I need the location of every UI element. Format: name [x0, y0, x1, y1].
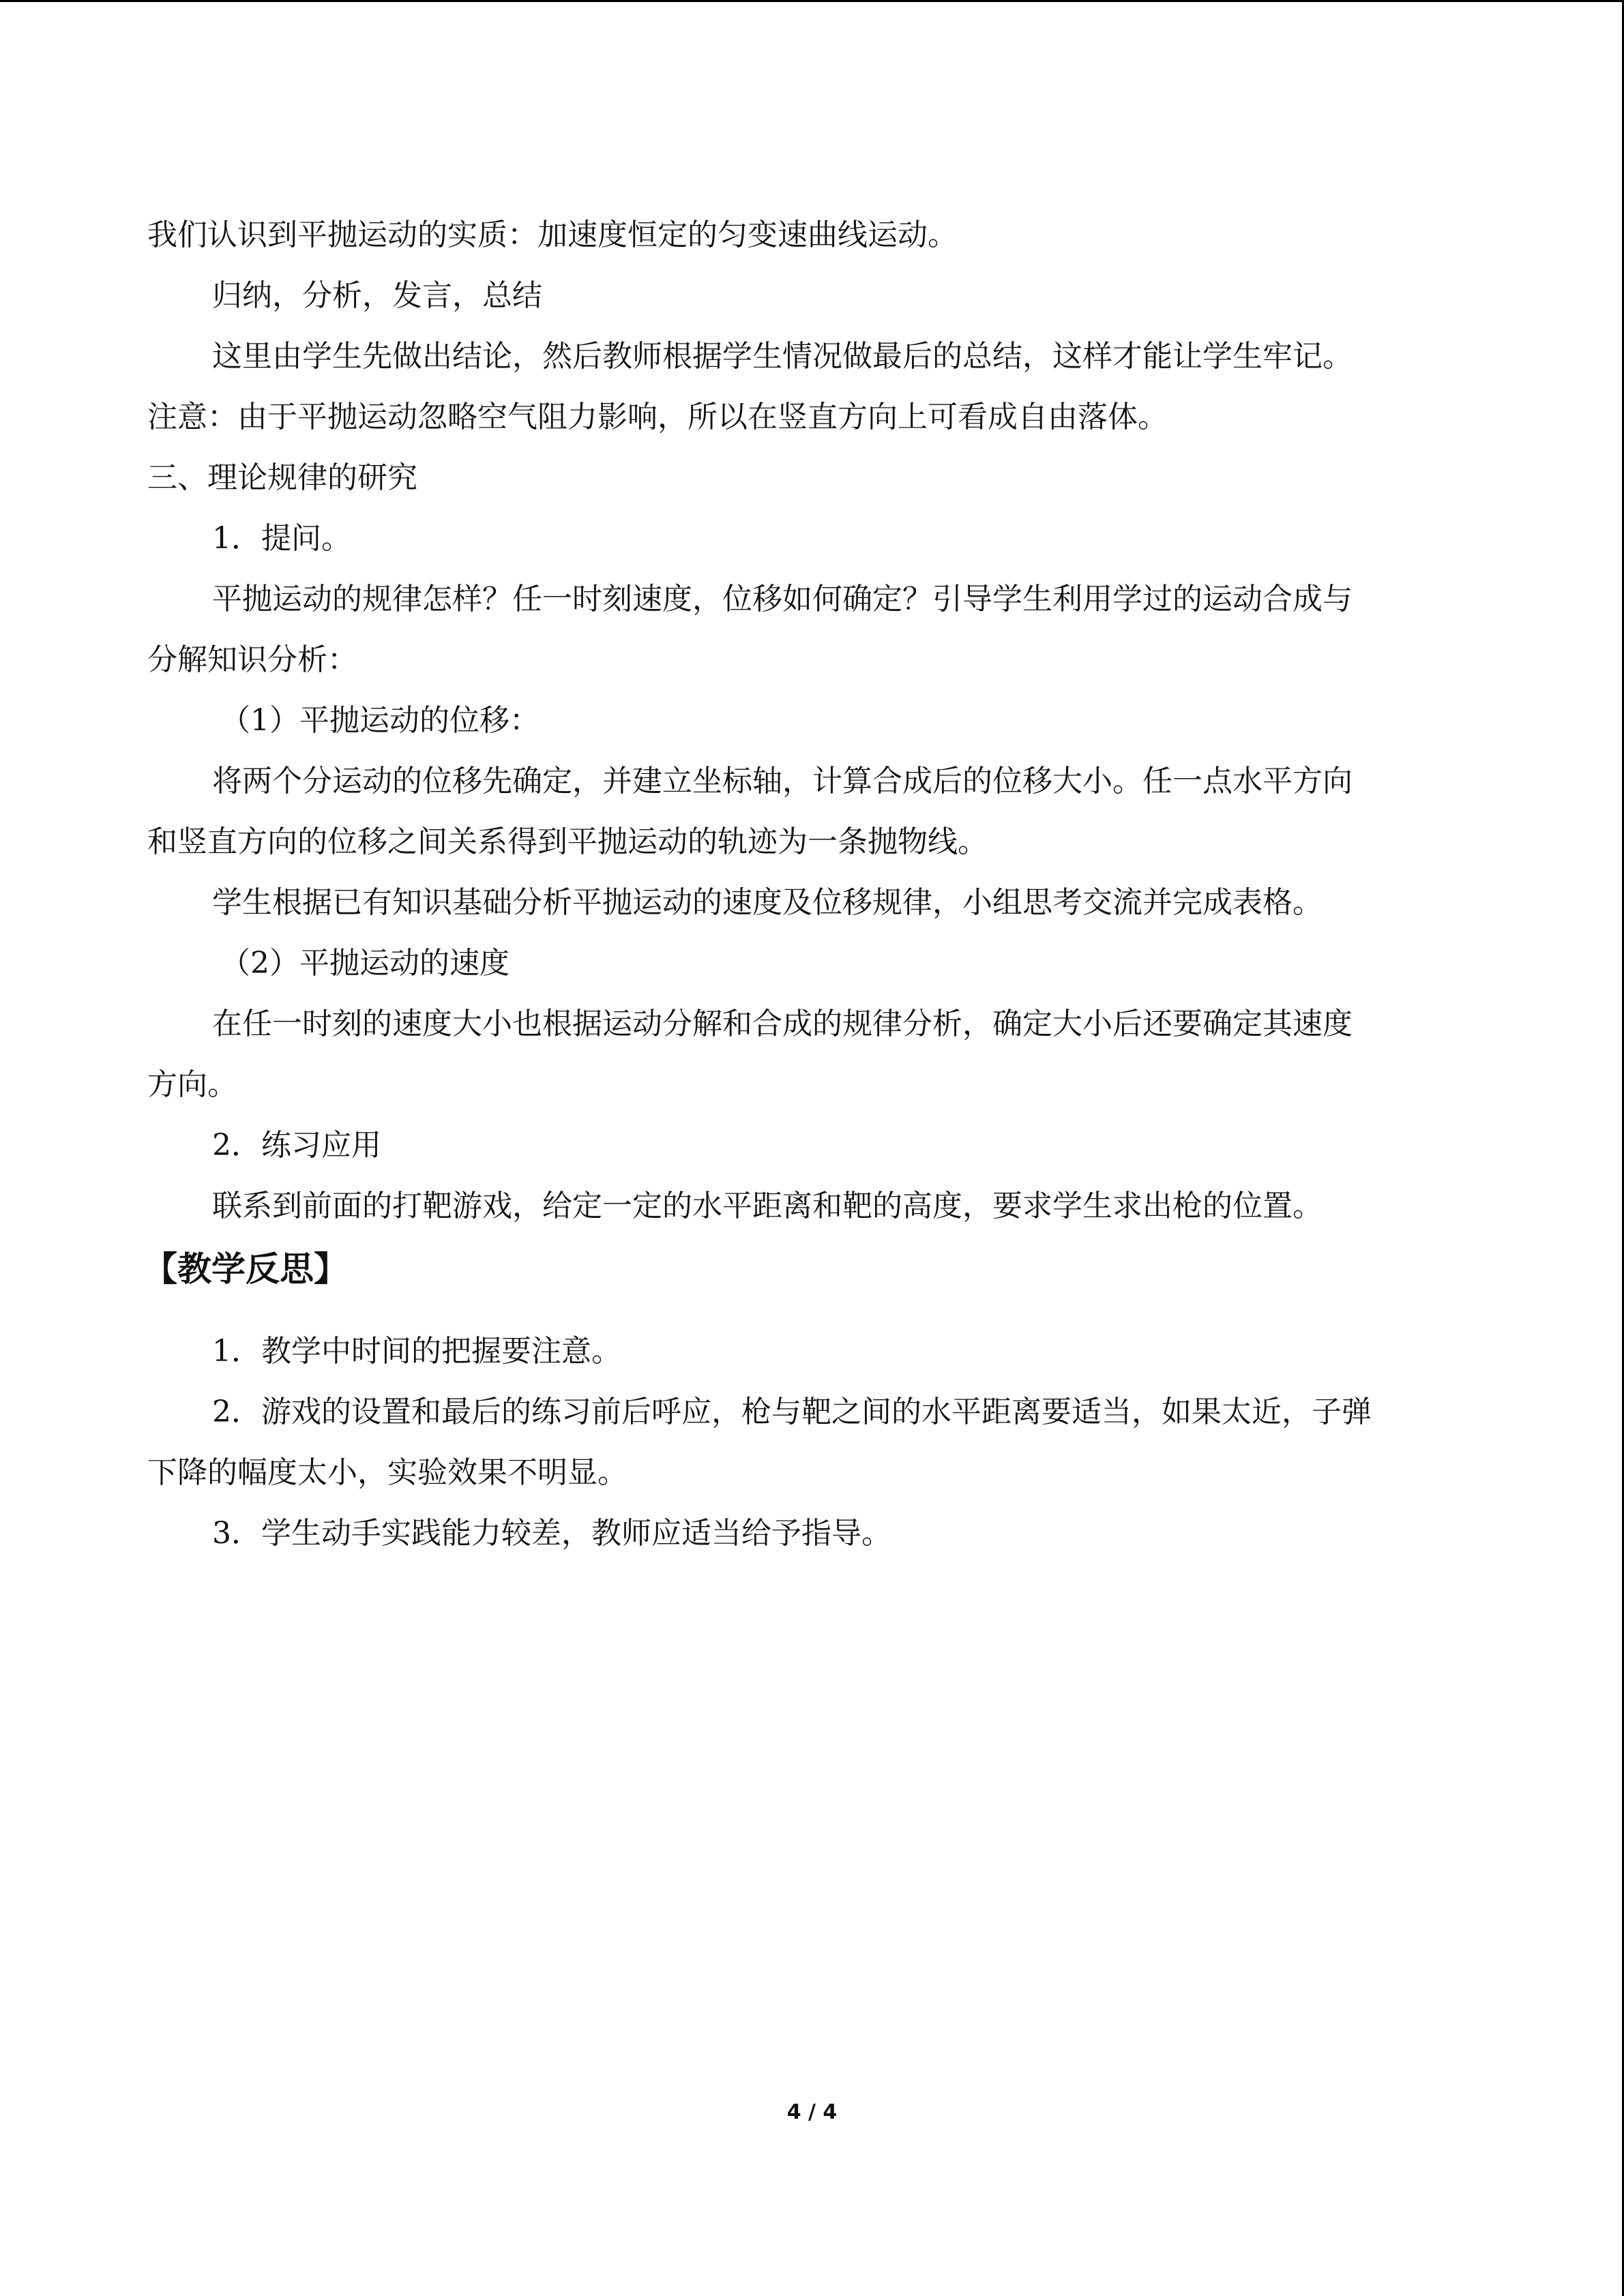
reflection-item: 2．游戏的设置和最后的练习前后呼应，枪与靶之间的水平距离要适当，如果太近，子弹: [212, 1395, 1372, 1429]
paragraph-line: 注意：由于平抛运动忽略空气阻力影响，所以在竖直方向上可看成自由落体。: [147, 400, 1168, 434]
paragraph-line: 1．提问。: [212, 521, 351, 556]
section-title: 三、理论规律的研究: [147, 460, 417, 495]
paragraph-line: 将两个分运动的位移先确定，并建立坐标轴，计算合成后的位移大小。任一点水平方向: [212, 764, 1353, 799]
paragraph-line: 这里由学生先做出结论，然后教师根据学生情况做最后的总结，这样才能让学生牢记。: [212, 339, 1353, 374]
reflection-heading: 【教学反思】: [143, 1249, 348, 1289]
page-number: 4 / 4: [786, 2100, 838, 2124]
paragraph-line: 方向。: [147, 1067, 237, 1102]
paragraph-line: 和竖直方向的位移之间关系得到平抛运动的轨迹为一条抛物线。: [147, 824, 988, 859]
reflection-item: 1．教学中时间的把握要注意。: [212, 1334, 621, 1369]
subsection-title: （2）平抛运动的速度: [220, 946, 510, 981]
paragraph-line: 在任一时刻的速度大小也根据运动分解和合成的规律分析，确定大小后还要确定其速度: [212, 1007, 1353, 1041]
paragraph-line: 分解知识分析：: [147, 642, 357, 677]
paragraph-line: 学生根据已有知识基础分析平抛运动的速度及位移规律，小组思考交流并完成表格。: [212, 885, 1323, 920]
paragraph-line: 我们认识到平抛运动的实质：加速度恒定的匀变速曲线运动。: [147, 218, 958, 252]
paragraph-line: 归纳，分析，发言，总结: [212, 278, 542, 313]
subsection-title: （1）平抛运动的位移：: [220, 703, 540, 738]
paragraph-line: 联系到前面的打靶游戏，给定一定的水平距离和靶的高度，要求学生求出枪的位置。: [212, 1189, 1323, 1223]
paragraph-line: 2．练习应用: [212, 1128, 381, 1163]
paragraph-line: 平抛运动的规律怎样？任一时刻速度，位移如何确定？引导学生利用学过的运动合成与: [212, 582, 1353, 616]
document-body: [143, 205, 1477, 1564]
reflection-item: 下降的幅度太小，实验效果不明显。: [147, 1455, 628, 1490]
reflection-item: 3．学生动手实践能力较差，教师应适当给予指导。: [212, 1516, 891, 1551]
